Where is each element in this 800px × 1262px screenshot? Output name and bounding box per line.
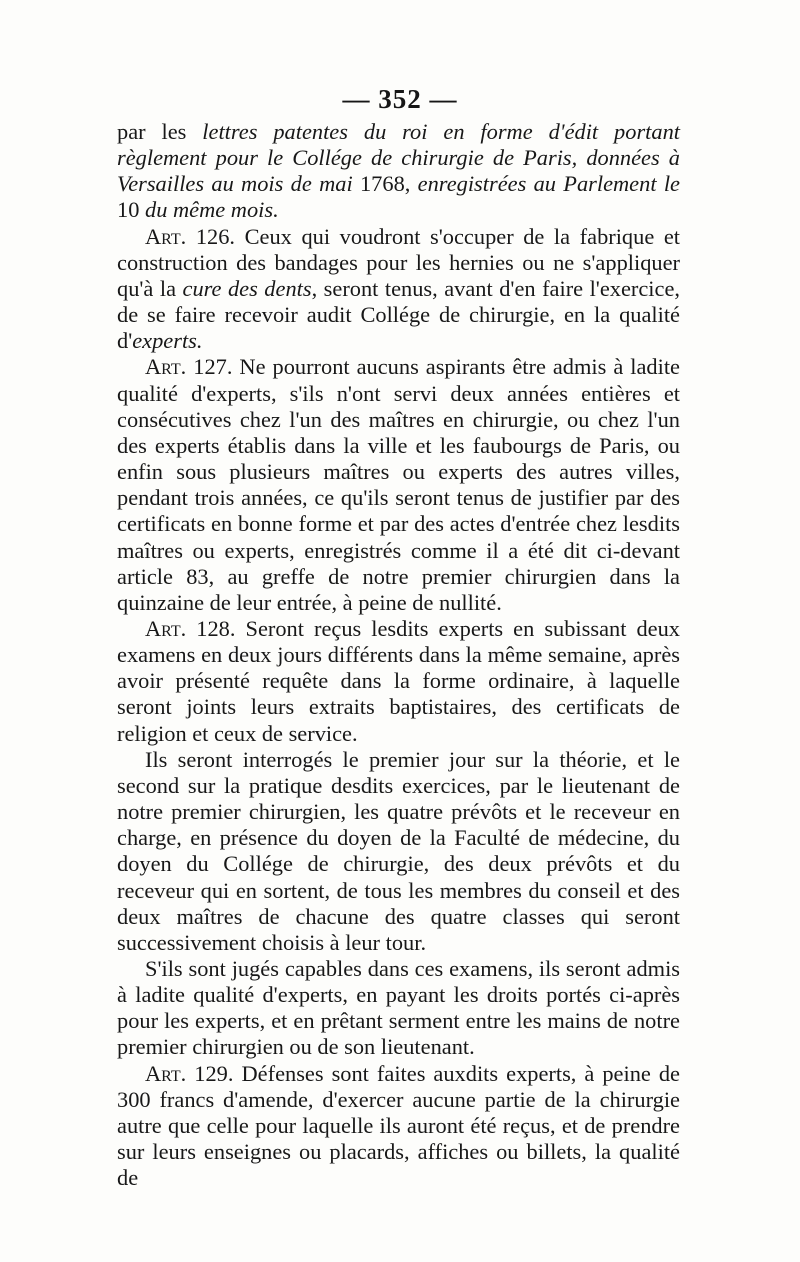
- article-text: Défenses sont faites auxdits experts, à peine de 300 francs d'amende, d'exercer aucune partie de la chirurgie autre que celle pour laquelle ils auront été reçus, et de prendre sur leurs enseignes ou placards, affiches ou billets, la qualité de: [117, 1060, 680, 1191]
- intro-registered-italic: enregistrées au Parlement le: [417, 171, 680, 197]
- article-126: [117, 224, 680, 355]
- intro-day: 10: [117, 197, 145, 223]
- page-number: — 352 —: [342, 84, 458, 114]
- article-label: Art.: [145, 354, 187, 380]
- intro-text: par les: [117, 119, 203, 144]
- intro-title-italic: lettres patentes du roi en forme d'édit portant règlement pour le Collége de chirurgie de Paris, données à Versailles au mois de mai: [117, 119, 680, 197]
- intro-year: 1768,: [352, 171, 418, 197]
- article-label: Art.: [145, 223, 187, 249]
- article-italic-experts: experts.: [132, 328, 203, 354]
- article-number: 127.: [186, 354, 240, 380]
- article-label: Art.: [145, 615, 187, 641]
- article-number: 129.: [186, 1060, 242, 1086]
- paragraph-examinations: Ils seront interrogés le premier jour sur la théorie, et le second sur la pratique desdits exercices, par le lieutenant de notre premier chirurgien, les quatre prévôts et le receveur en charge, en présence du doyen de la Faculté de médecine, du doyen du Collége de chirurgie, des deux prévôts et du receveur qui en sortent, de tous les membres du conseil et des deux maîtres de chacune des quatre classes qui seront successivement choisis à leur tour.: [117, 746, 680, 955]
- article-text-continued: , seront tenus, avant d'en faire l'exercice, de se faire recevoir audit Collége de chirurgie, en la qualité d': [117, 275, 680, 354]
- article-129: [117, 1061, 680, 1192]
- article-128: [117, 616, 680, 747]
- article-italic-cure: cure des dents: [182, 275, 312, 301]
- article-127: [117, 354, 680, 616]
- paragraph-admission: S'ils sont jugés capables dans ces examens, ils seront admis à ladite qualité d'experts, en payant les droits portés ci-après pour les experts, et en prêtant serment entre les mains de notre premier chirurgien ou de son lieutenant.: [117, 956, 680, 1060]
- article-text: Seront reçus lesdits experts en subissant deux examens en deux jours différents dans la même semaine, après avoir présenté requête dans la forme ordinaire, à laquelle seront joints leurs extraits baptistaires, des certificats de religion et ceux de service.: [117, 615, 680, 746]
- article-label: Art.: [145, 1060, 187, 1086]
- page-body: [117, 119, 680, 1191]
- article-number: 128.: [186, 615, 246, 641]
- article-text: Ne pourront aucuns aspirants être admis à ladite qualité d'experts, s'ils n'ont servi deux années entières et consécutives chez l'un des maîtres en chirurgie, ou chez l'un des experts établis dans la ville et les faubourgs de Paris, ou enfin sous plusieurs maîtres ou experts des autres villes, pendant trois années, ce qu'ils seront tenus de justifier par des certificats en bonne forme et par des actes d'entrée chez lesdits maîtres ou experts, enregistrés comme il a été dit ci-devant article 83, au greffe de notre premier chirurgien dans la quinzaine de leur entrée, à peine de nullité.: [117, 354, 680, 615]
- intro-month-italic: du même mois.: [145, 197, 279, 223]
- article-number: 126.: [186, 223, 245, 249]
- article-text: Ceux qui voudront s'occuper de la fabrique et construction des bandages pour les hernies ou ne s'appliquer qu'à la: [117, 223, 680, 301]
- paragraph-intro: [117, 119, 680, 224]
